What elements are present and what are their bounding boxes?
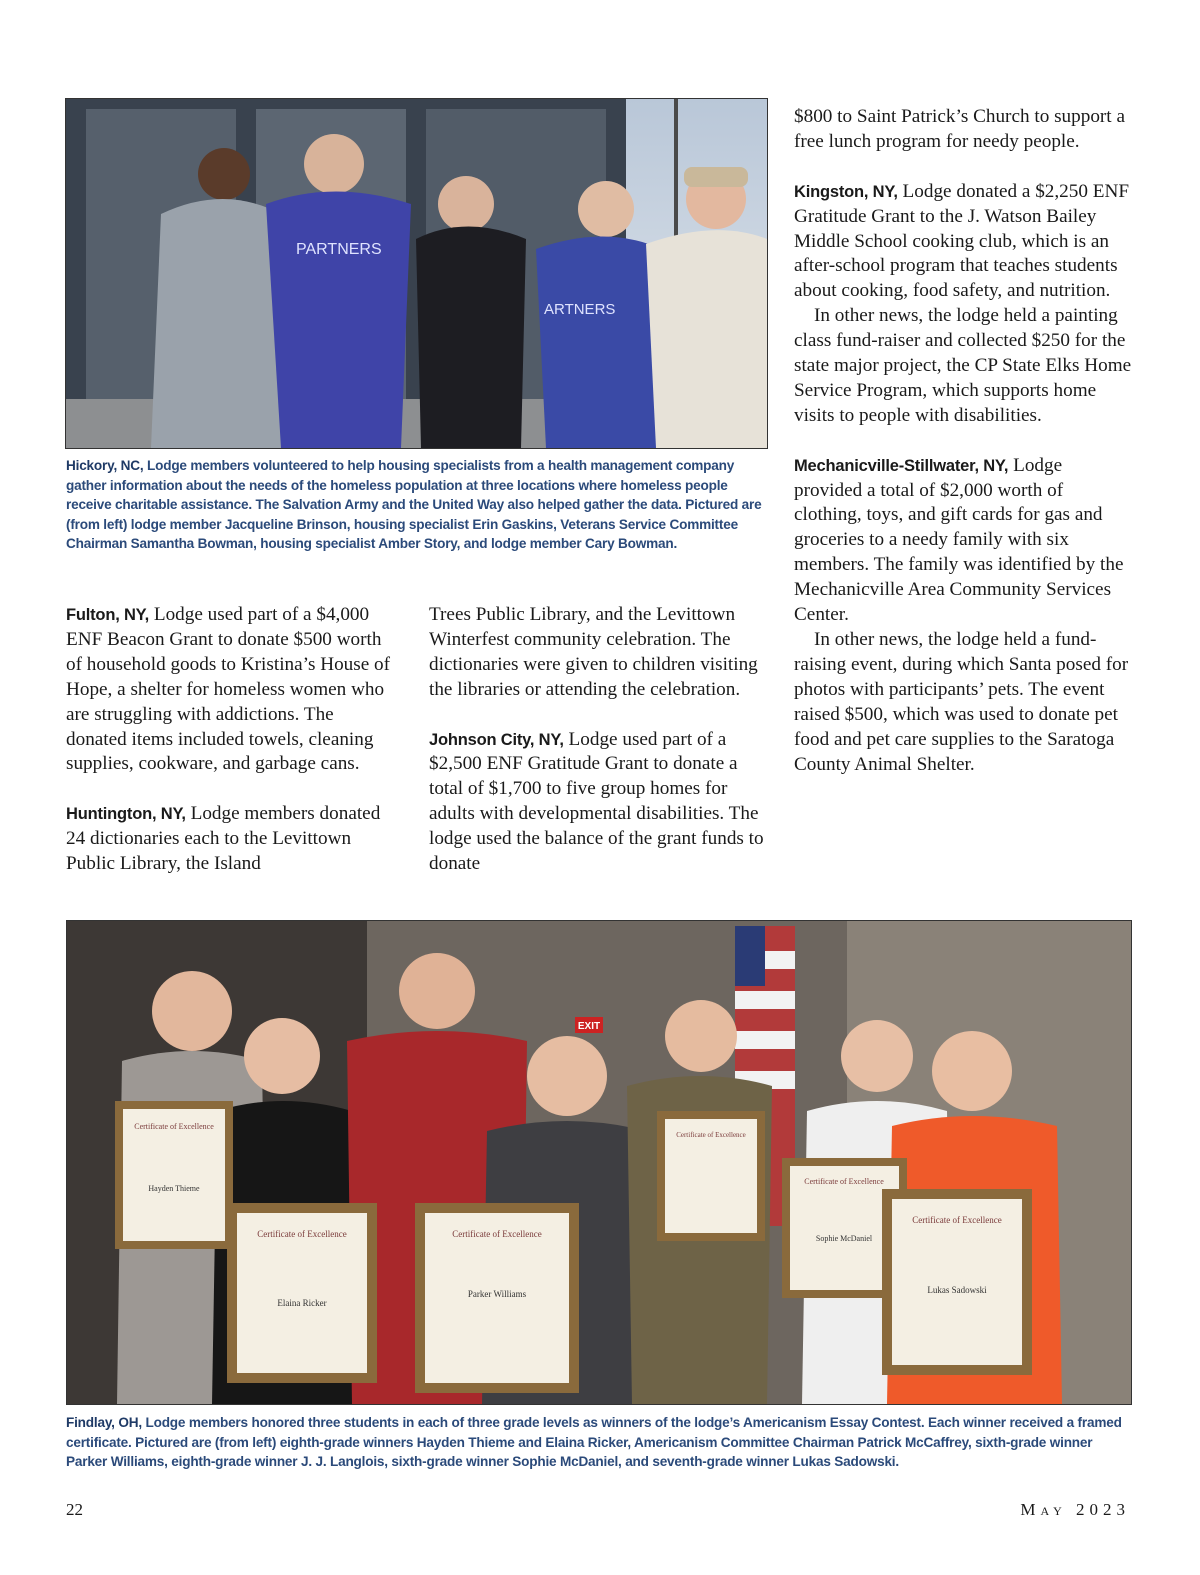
johnson-lead: Johnson City, NY,: [429, 730, 564, 749]
huntington-text: Lodge members donated 24 dictionaries each to the Levittown Public Library, the Island: [66, 803, 381, 875]
findlay-caption: [66, 1413, 1132, 1472]
kingston-text: Lodge donated a $2,250 ENF Gratitude Grant to the J. Watson Bailey Middle School cooking club, which is an after-school program that teaches students about cooking, food safety, and nutrition.: [794, 180, 1130, 302]
article-column-3: [794, 105, 1132, 777]
hickory-caption: [66, 456, 768, 554]
certificate-title: Certificate of Excellence: [257, 1229, 347, 1239]
certificate-name: Lukas Sadowski: [927, 1285, 987, 1295]
certificate-lukas: [882, 1189, 1032, 1375]
fulton-text: Lodge used part of a $4,000 ENF Beacon Grant to donate $500 worth of household goods to Kristina’s House of Hope, a shelter for homeless women who are struggling with addictions. The donated items included towels, cleaning supplies, cookware, and garbage cans.: [66, 604, 391, 775]
hickory-photo: [65, 98, 768, 449]
kingston-paragraph: [794, 180, 1132, 305]
certificate-name: Parker Williams: [467, 1289, 527, 1299]
kingston-lead: Kingston, NY,: [794, 182, 898, 201]
fulton-paragraph: [66, 603, 398, 777]
shirt-text-partners: PARTNERS: [296, 241, 382, 258]
huntington-paragraph: [66, 802, 398, 877]
exit-sign: [575, 1017, 603, 1033]
page-number: 22: [66, 1500, 83, 1519]
certificate-hayden: [115, 1101, 233, 1249]
johnson-paragraph: [429, 728, 765, 877]
fulton-lead: Fulton, NY,: [66, 606, 150, 624]
mechanicville-paragraph-2: In other news, the lodge held a fund-raising event, during which Santa posed for photos with participants’ pets. The event raised $500, which was used to donate pet food and pet care supplies to the Saratoga County Animal Shelter.: [794, 629, 1129, 775]
caption-text: Lodge members volunteered to help housing specialists from a health management company gather information about the needs of the homeless population at three locations where homeless people receive charitable assistance. The Salvation Army and the United Way also helped gather the data. Pictured are (from left) lodge member Jacqueline Brinson, housing specialist Erin Gaskins, Veterans Service Committee Chairman Samantha Bowman, housing specialist Amber Story, and lodge member Cary Bowman.: [66, 458, 762, 552]
article-column-2: [429, 603, 765, 877]
certificate-elaina: [227, 1203, 377, 1383]
certificate-name: Sophie McDaniel: [815, 1234, 873, 1243]
huntington-lead: Huntington, NY,: [66, 805, 186, 824]
findlay-photo: [66, 920, 1132, 1405]
kingston-paragraph-2: In other news, the lodge held a painting class fund-raiser and collected $250 for the state major project, the CP State Elks Home Service Program, which supports home visits to people with disabilities.: [794, 305, 1132, 426]
issue-date: May 2023: [1020, 1500, 1130, 1519]
findlay-photo-illustration: [67, 921, 1131, 1404]
caption-lead: Findlay, OH,: [66, 1415, 142, 1430]
certificate-name: Elaina Ricker: [277, 1298, 327, 1308]
certificate-parker: [415, 1203, 579, 1393]
certificate-jj: [657, 1111, 765, 1241]
exit-sign-text: EXIT: [577, 1021, 601, 1032]
certificate-title: Certificate of Excellence: [912, 1215, 1002, 1225]
certificate-title: Certificate of Excellence: [134, 1122, 214, 1131]
certificate-title: Certificate of Excellence: [676, 1131, 746, 1139]
certificate-title: Certificate of Excellence: [452, 1229, 542, 1239]
johnson-text: Lodge used part of a $2,500 ENF Gratitude Grant to donate a total of $1,700 to five group homes for adults with developmental disabilities. The lodge used the balance of the grant funds to donate: [429, 728, 764, 875]
caption-lead: Hickory, NC,: [66, 458, 144, 473]
shirt-text-artners: ARTNERS: [544, 301, 616, 318]
mechanicville-lead: Mechanicville-Stillwater, NY,: [794, 456, 1009, 475]
johnson-continued: $800 to Saint Patrick’s Church to support a free lunch program for needy people.: [794, 106, 1125, 152]
caption-text: Lodge members honored three students in each of three grade levels as winners of the lodge’s Americanism Essay Contest. Each winner received a framed certificate. Pictured are (from left) eighth-grade winners Hayden Thieme and Elaina Ricker, Americanism Committee Chairman Patrick McCaffrey, sixth-grade winner Parker Williams, eighth-grade winner J. J. Langlois, sixth-grade winner Sophie McDaniel, and seventh-grade winner Lukas Sadowski.: [66, 1415, 1122, 1470]
mechanicville-paragraph: [794, 454, 1132, 628]
hickory-photo-illustration: [66, 99, 767, 448]
article-column-1: [66, 603, 398, 877]
certificate-name: Hayden Thieme: [148, 1184, 200, 1193]
certificate-title: Certificate of Excellence: [804, 1177, 884, 1186]
mechanicville-text: Lodge provided a total of $2,000 worth of clothing, toys, and gift cards for gas and groceries to a needy family with six members. The family was identified by the Mechanicville Area Community Services Center.: [794, 454, 1124, 626]
huntington-continued: Trees Public Library, and the Levittown Winterfest community celebration. The dictionaries were given to children visiting the libraries or attending the celebration.: [429, 604, 758, 700]
